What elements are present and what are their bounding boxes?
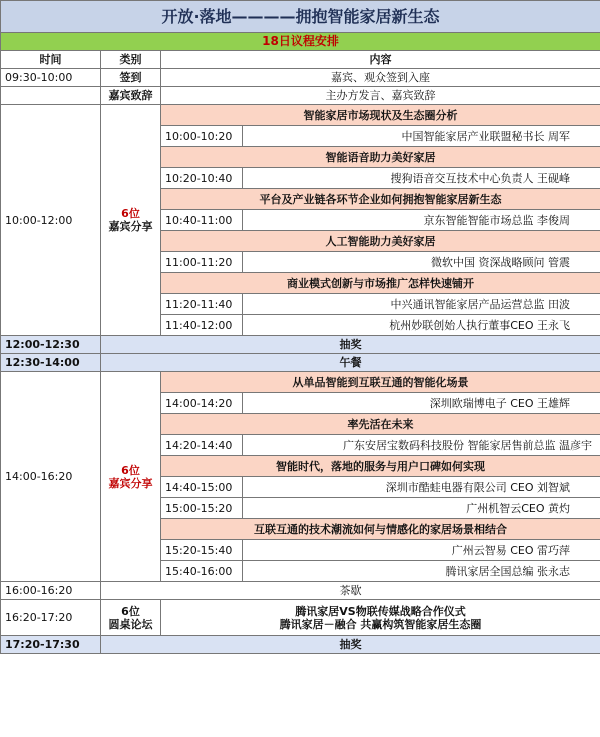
col-header-content: 内容 (161, 51, 600, 69)
talk-time: 11:00-11:20 (161, 252, 243, 273)
time-cell: 17:20-17:30 (1, 636, 101, 654)
table-row (1, 636, 600, 654)
talk-speaker: 中国智能家居产业联盟秘书长 周军 (243, 126, 600, 147)
col-header-time: 时间 (1, 51, 101, 69)
topic-cell: 智能语音助力美好家居 (161, 147, 600, 168)
topic-cell: 从单品智能到互联互通的智能化场景 (161, 372, 600, 393)
talk-time: 10:40-11:00 (161, 210, 243, 231)
table-row (1, 582, 600, 600)
topic-cell: 互联互通的技术潮流如何与情感化的家居场景相结合 (161, 519, 600, 540)
day-header-row (1, 33, 600, 51)
category-cell: 签到 (101, 69, 161, 87)
talk-time: 14:40-15:00 (161, 477, 243, 498)
talk-speaker: 杭州妙联创始人执行董事CEO 王永飞 (243, 315, 600, 336)
topic-cell: 平台及产业链各环节企业如何拥抱智能家居新生态 (161, 189, 600, 210)
content-cell: 抽奖 (101, 636, 600, 654)
talk-time: 10:00-10:20 (161, 126, 243, 147)
talk-speaker: 京东智能智能市场总监 李俊周 (243, 210, 600, 231)
talk-time: 11:20-11:40 (161, 294, 243, 315)
time-cell: 12:00-12:30 (1, 336, 101, 354)
category-label: 嘉宾分享 (108, 476, 153, 490)
topic-cell: 智能家居市场现状及生态圈分析 (161, 105, 600, 126)
table-row (1, 600, 600, 636)
category-cell (101, 372, 161, 582)
time-cell: 09:30-10:00 (1, 69, 101, 87)
talk-time: 15:20-15:40 (161, 540, 243, 561)
time-cell: 10:00-12:00 (1, 105, 101, 336)
column-header-row (1, 51, 600, 69)
table-row (1, 354, 600, 372)
table-row (1, 87, 600, 105)
table-row (1, 69, 600, 87)
speaker-count: 6位 (121, 463, 140, 477)
talk-time: 14:20-14:40 (161, 435, 243, 456)
page-title: 开放·落地————拥抱智能家居新生态 (1, 1, 600, 33)
talk-speaker: 深圳欧瑞博电子 CEO 王雄辉 (243, 393, 600, 414)
time-cell: 16:20-17:20 (1, 600, 101, 636)
time-cell: 12:30-14:00 (1, 354, 101, 372)
talk-time: 14:00-14:20 (161, 393, 243, 414)
talk-speaker: 微软中国 资深战略顾问 管震 (243, 252, 600, 273)
table-row (1, 105, 600, 126)
day-header: 18日议程安排 (1, 33, 600, 51)
content-cell: 嘉宾、观众签到入座 (161, 69, 600, 87)
content-cell: 主办方发言、嘉宾致辞 (161, 87, 600, 105)
talk-time: 11:40-12:00 (161, 315, 243, 336)
topic-cell: 率先活在未来 (161, 414, 600, 435)
talk-time: 15:00-15:20 (161, 498, 243, 519)
talk-speaker: 广州云智易 CEO 雷巧萍 (243, 540, 600, 561)
content-cell: 茶歇 (101, 582, 600, 600)
speaker-count: 6位 (121, 207, 140, 220)
content-cell (161, 600, 600, 636)
talk-time: 15:40-16:00 (161, 561, 243, 582)
content-line: 腾讯家居VS物联传媒战略合作仪式 (295, 604, 466, 618)
category-label: 圆桌论坛 (108, 617, 153, 631)
talk-speaker: 广东安居宝数码科技股份 智能家居售前总监 温彦宇 (243, 435, 600, 456)
category-cell: 嘉宾致辞 (101, 87, 161, 105)
table-row (1, 372, 600, 393)
topic-cell: 人工智能助力美好家居 (161, 231, 600, 252)
speaker-count: 6位 (121, 604, 140, 618)
talk-speaker: 中兴通讯智能家居产品运营总监 田波 (243, 294, 600, 315)
topic-cell: 商业模式创新与市场推广怎样快速铺开 (161, 273, 600, 294)
topic-cell: 智能时代，落地的服务与用户口碑如何实现 (161, 456, 600, 477)
category-cell (101, 105, 161, 336)
title-row (1, 1, 600, 33)
talk-time: 10:20-10:40 (161, 168, 243, 189)
table-row (1, 336, 600, 354)
content-cell: 午餐 (101, 354, 600, 372)
content-cell: 抽奖 (101, 336, 600, 354)
talk-speaker: 广州机智云CEO 黄灼 (243, 498, 600, 519)
time-cell: 16:00-16:20 (1, 582, 101, 600)
col-header-category: 类别 (101, 51, 161, 69)
content-line: 腾讯家居－融合 共赢构筑智能家居生态圈 (279, 617, 482, 631)
category-cell (101, 600, 161, 636)
time-cell (1, 87, 101, 105)
talk-speaker: 腾讯家居全国总编 张永志 (243, 561, 600, 582)
talk-speaker: 搜狗语音交互技术中心负责人 王砚峰 (243, 168, 600, 189)
time-cell: 14:00-16:20 (1, 372, 101, 582)
talk-speaker: 深圳市酷蛙电器有限公司 CEO 刘智斌 (243, 477, 600, 498)
category-label: 嘉宾分享 (108, 220, 153, 233)
